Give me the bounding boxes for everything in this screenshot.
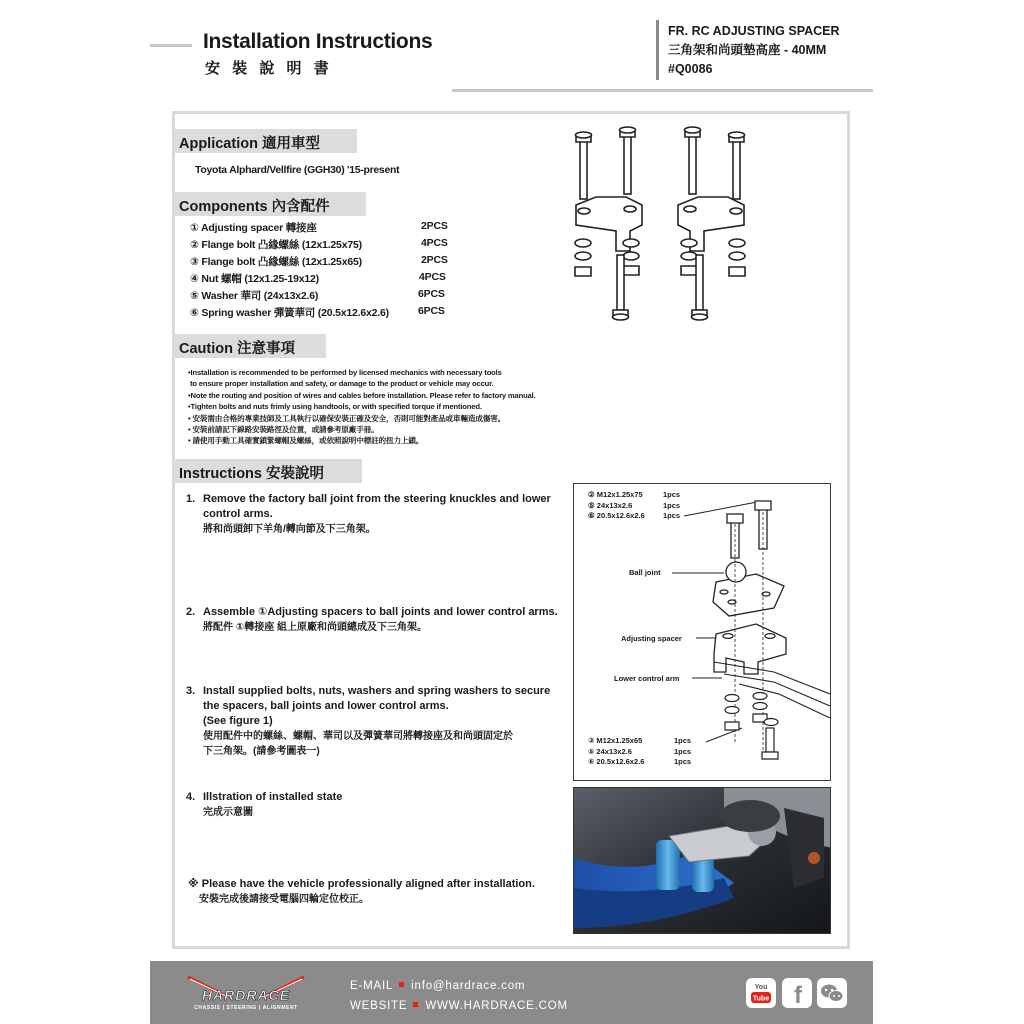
component-item bbox=[190, 305, 460, 322]
logo-wordmark: HARDRACE bbox=[201, 987, 291, 1003]
caution-line: • 安裝前請記下線路安裝路徑及位置，或請參考原廠手冊。 bbox=[188, 425, 379, 435]
exploded-diagram bbox=[573, 483, 831, 781]
alignment-note bbox=[188, 877, 535, 907]
section-instructions-heading: Instructions 安裝說明 bbox=[174, 459, 362, 483]
email-label: E-MAIL bbox=[350, 980, 394, 992]
component-item bbox=[190, 271, 460, 288]
youtube-icon[interactable] bbox=[746, 978, 776, 1008]
installed-state-photo bbox=[573, 787, 831, 934]
website-label: WEBSITE bbox=[350, 1000, 408, 1012]
step-line: 完成示意圖 bbox=[203, 807, 253, 818]
spec-row bbox=[588, 746, 692, 758]
caution-line: • 請使用手動工具確實鎖緊螺帽及螺絲，或依照說明中標註的扭力上鎖。 bbox=[188, 436, 424, 446]
step-line: 下三角架。(請參考圖表一) bbox=[203, 746, 320, 757]
email-link[interactable]: info@hardrace.com bbox=[411, 980, 526, 992]
spec-qty: 1pcs bbox=[663, 490, 681, 499]
section-application-heading: Application 適用車型 bbox=[174, 129, 357, 153]
youtube-glyph bbox=[746, 978, 776, 1008]
spec-label: ③ M12x1.25x65 bbox=[588, 736, 643, 745]
component-label: ④ Nut 螺帽 (12x1.25-19x12) bbox=[190, 273, 319, 285]
facebook-icon[interactable] bbox=[782, 978, 812, 1008]
label-lower-control-arm: Lower control arm bbox=[614, 674, 680, 683]
caution-line: •Tighten bolts and nuts frimly using handtools, or with specified torque if mentioned. bbox=[188, 402, 482, 412]
header-rule-right bbox=[452, 89, 873, 92]
caution-line: • 安裝需由合格的專業技師及工具執行以確保安裝正確及安全，否則可能對產品或車輛造成傷害。 bbox=[188, 413, 506, 423]
spec-row bbox=[588, 757, 692, 768]
website-link[interactable]: WWW.HARDRACE.COM bbox=[425, 1000, 568, 1012]
step-line: 使用配件中的螺絲、螺帽、華司以及彈簧華司將轉接座及和尚頭固定於 bbox=[203, 731, 513, 742]
wechat-glyph bbox=[817, 978, 847, 1008]
caution-text bbox=[188, 367, 608, 447]
components-list bbox=[190, 220, 460, 322]
step-line: the spacers, ball joints and lower control arms. bbox=[203, 700, 449, 712]
hardrace-logo bbox=[176, 975, 316, 1011]
diagram-bottom-specs bbox=[588, 736, 692, 768]
step-number: 1. bbox=[186, 493, 196, 505]
component-label: ⑥ Spring washer 彈簧華司 (20.5x12.6x2.6) bbox=[190, 307, 389, 319]
component-label: ③ Flange bolt 凸緣螺絲 (12x1.25x65) bbox=[190, 256, 362, 268]
section-caution-heading: Caution 注意事項 bbox=[174, 334, 326, 358]
product-name-zh: 三角架和尚頭墊高座 - 40MM bbox=[668, 43, 827, 57]
part-number: #Q0086 bbox=[668, 62, 713, 76]
spec-qty: 1pcs bbox=[674, 736, 692, 745]
step-number: 4. bbox=[186, 791, 196, 803]
component-qty: 6PCS bbox=[418, 305, 445, 317]
component-item bbox=[190, 288, 460, 305]
step-line: Assemble ①Adjusting spacers to ball joints and lower control arms. bbox=[203, 606, 558, 618]
step-number: 3. bbox=[186, 685, 196, 697]
page-title: Installation Instructions bbox=[203, 30, 433, 53]
component-qty: 2PCS bbox=[421, 220, 448, 232]
section-components-heading: Components 內含配件 bbox=[174, 192, 366, 216]
bullet-square-icon bbox=[413, 1002, 418, 1007]
caution-line: •Installation is recommended to be performed by licensed mechanics with necessary tools bbox=[188, 368, 502, 377]
header-divider bbox=[656, 20, 659, 80]
component-qty: 6PCS bbox=[418, 288, 445, 300]
note-line: ※ Please have the vehicle professionally aligned after installation. bbox=[188, 878, 535, 890]
caution-line: •Note the routing and position of wires and cables before installation. Please refer to factory manual. bbox=[188, 390, 536, 400]
spec-row bbox=[588, 736, 692, 747]
caution-line: to ensure proper installation and safety, or damage to the product or vehicle may occur. bbox=[188, 379, 494, 389]
website-row bbox=[350, 996, 568, 1016]
header-rule-left bbox=[150, 44, 192, 47]
facebook-letter: f bbox=[794, 982, 802, 1008]
note-line: 安裝完成後請接受電腦四輪定位校正。 bbox=[199, 894, 369, 905]
step-number: 2. bbox=[186, 606, 196, 618]
step-line: Remove the factory ball joint from the steering knuckles and lower bbox=[203, 493, 551, 505]
installed-photo-drawing bbox=[574, 788, 831, 934]
component-item bbox=[190, 220, 460, 237]
wechat-icon[interactable] bbox=[817, 978, 847, 1008]
label-adjusting-spacer: Adjusting spacer bbox=[621, 634, 682, 643]
spec-label: ⑤ 24x13x2.6 bbox=[588, 746, 632, 756]
svg-text:Tube: Tube bbox=[752, 995, 770, 1003]
spec-label: ② M12x1.25x75 bbox=[588, 490, 643, 499]
spec-qty: 1pcs bbox=[674, 746, 692, 756]
step-line: Install supplied bolts, nuts, washers and spring washers to secure bbox=[203, 685, 551, 697]
spec-qty: 1pcs bbox=[663, 500, 681, 510]
spec-label: ⑥ 20.5x12.6x2.6 bbox=[588, 757, 645, 766]
spec-qty: 1pcs bbox=[663, 511, 681, 520]
svg-text:You: You bbox=[754, 984, 768, 991]
step-line: 將配件 ①轉接座 組上原廠和尚頭總成及下三角架。 bbox=[203, 622, 428, 633]
logo-tagline: CHASSIS | STEERING | ALIGNMENT bbox=[194, 1005, 298, 1011]
bullet-square-icon bbox=[399, 982, 404, 987]
label-ball-joint: Ball joint bbox=[629, 568, 661, 577]
components-illustration bbox=[560, 125, 770, 335]
step-line: (See figure 1) bbox=[203, 715, 273, 727]
component-label: ② Flange bolt 凸緣螺絲 (12x1.25x75) bbox=[190, 239, 362, 251]
product-name: FR. RC ADJUSTING SPACER bbox=[668, 24, 840, 38]
component-qty: 4PCS bbox=[419, 271, 446, 283]
step-line: 將和尚頭卸下羊角/轉向節及下三角架。 bbox=[203, 524, 376, 535]
email-row bbox=[350, 976, 568, 996]
step-line: Illstration of installed state bbox=[203, 791, 343, 803]
component-label: ① Adjusting spacer 轉接座 bbox=[190, 222, 317, 234]
component-item bbox=[190, 254, 460, 271]
product-info bbox=[668, 22, 840, 79]
footer bbox=[150, 961, 873, 1024]
spec-label: ⑤ 24x13x2.6 bbox=[588, 500, 633, 510]
component-item bbox=[190, 237, 460, 254]
contact-info bbox=[350, 976, 568, 1016]
application-vehicle: Toyota Alphard/Vellfire (GGH30) '15-present bbox=[195, 164, 400, 176]
page-subtitle: 安 裝 說 明 書 bbox=[205, 60, 333, 77]
spec-qty: 1pcs bbox=[674, 757, 692, 766]
facebook-glyph bbox=[782, 978, 812, 1008]
component-qty: 4PCS bbox=[421, 237, 448, 249]
spec-label: ⑥ 20.5x12.6x2.6 bbox=[588, 511, 645, 520]
component-qty: 2PCS bbox=[421, 254, 448, 266]
component-label: ⑤ Washer 華司 (24x13x2.6) bbox=[190, 290, 319, 302]
step-line: control arms. bbox=[203, 508, 273, 520]
